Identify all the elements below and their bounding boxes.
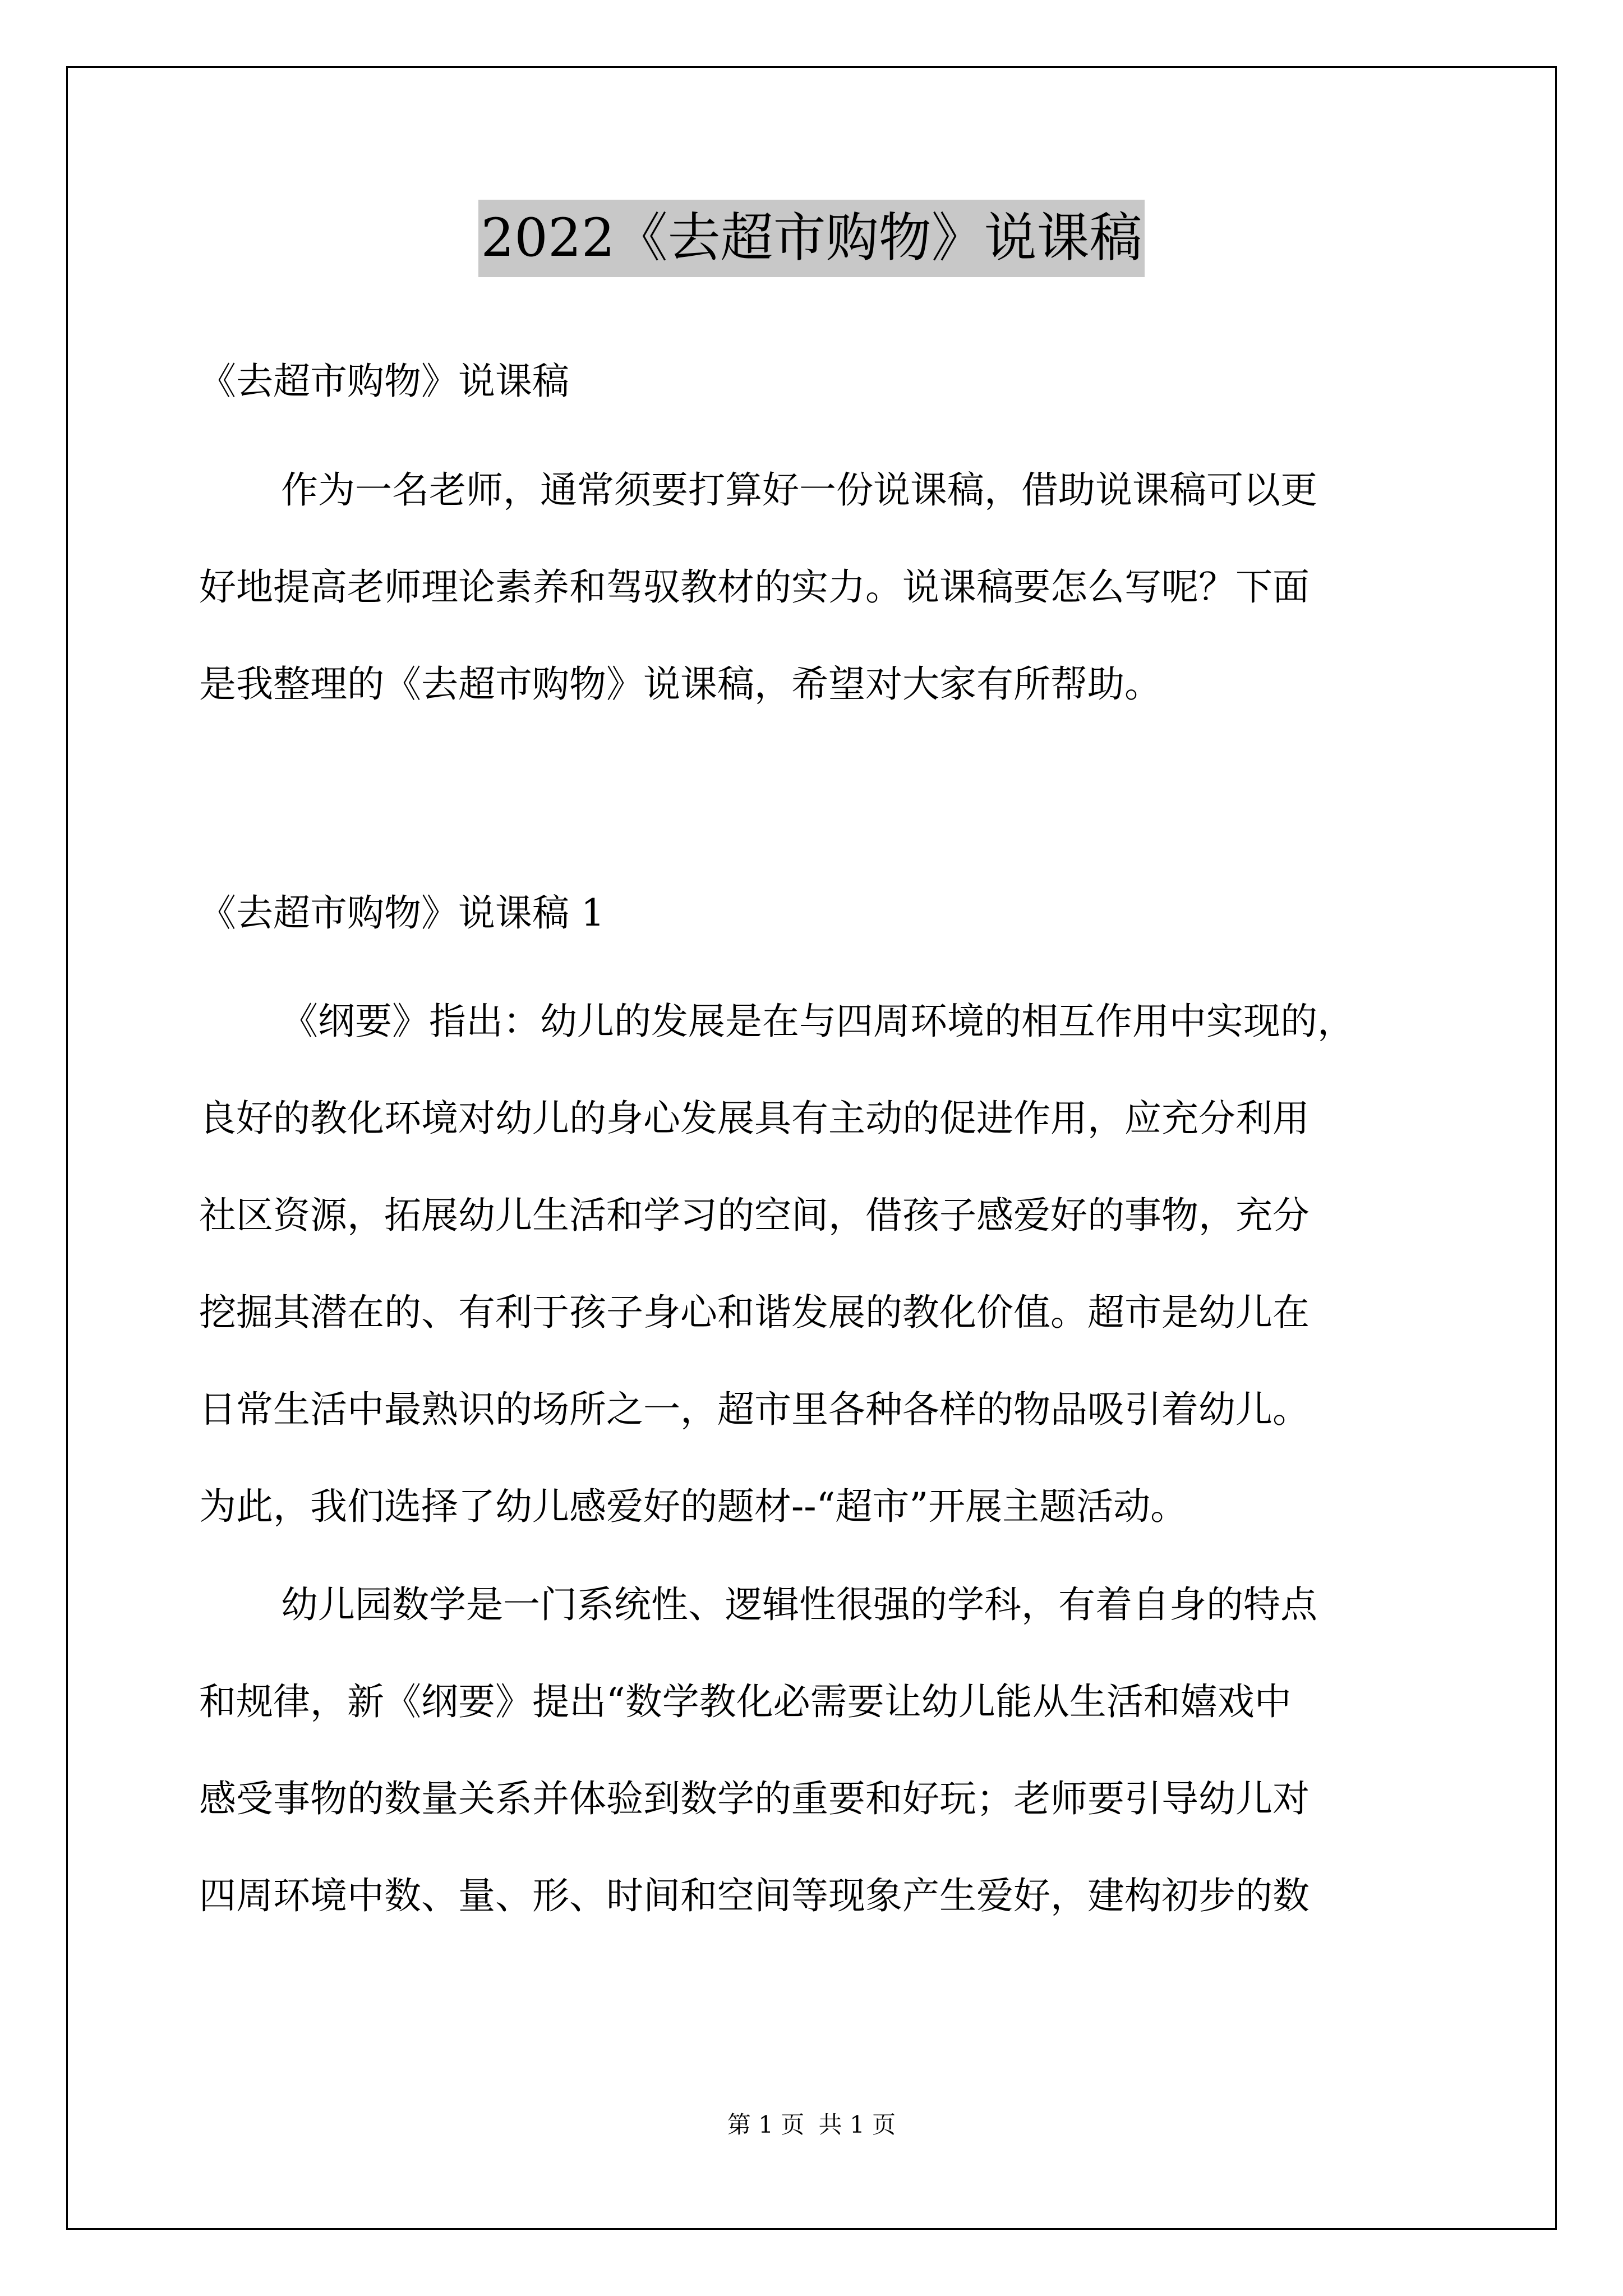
intro-line: 好地提高老师理论素养和驾驭教材的实力。说课稿要怎么写呢？下面 [199,565,1310,609]
page-total: 共 1 页 [818,2111,896,2138]
paragraph-line: 感受事物的数量关系并体验到数学的重要和好玩；老师要引导幼儿对 [199,1777,1310,1820]
intro-line: 作为一名老师，通常须要打算好一份说课稿，借助说课稿可以更 [281,468,1317,512]
document-subtitle: 《去超市购物》说课稿 [199,360,569,403]
intro-paragraph [199,441,1433,733]
document-title: 2022《去超市购物》说课稿 [478,200,1144,277]
paragraph-line: 四周环境中数、量、形、时间和空间等现象产生爱好，建构初步的数 [199,1874,1310,1917]
paragraph-line: 为此，我们选择了幼儿感爱好的题材--“超市”开展主题活动。 [199,1485,1188,1528]
paragraph-2 [199,1556,1433,1944]
page-footer [0,2106,1623,2140]
paragraph-line: 良好的教化环境对幼儿的身心发展具有主动的促进作用，应充分利用 [199,1097,1310,1140]
paragraph-line: 日常生活中最熟识的场所之一，超市里各种各样的物品吸引着幼儿。 [199,1388,1310,1431]
paragraph-line: 和规律，新《纲要》提出“数学教化必需要让幼儿能从生活和嬉戏中 [199,1680,1292,1723]
section-heading: 《去超市购物》说课稿 1 [199,891,605,935]
intro-line: 是我整理的《去超市购物》说课稿，希望对大家有所帮助。 [199,662,1161,706]
paragraph-1 [199,973,1433,1555]
page-number: 第 1 页 [727,2111,805,2138]
paragraph-line: 幼儿园数学是一门系统性、逻辑性很强的学科，有着自身的特点 [281,1583,1317,1626]
title-container [0,200,1623,277]
paragraph-line: 挖掘其潜在的、有利于孩子身心和谐发展的教化价值。超市是幼儿在 [199,1291,1310,1334]
paragraph-line: 社区资源，拓展幼儿生活和学习的空间，借孩子感爱好的事物，充分 [199,1194,1310,1237]
paragraph-line: 《纲要》指出：幼儿的发展是在与四周环境的相互作用中实现的， [281,1000,1354,1043]
